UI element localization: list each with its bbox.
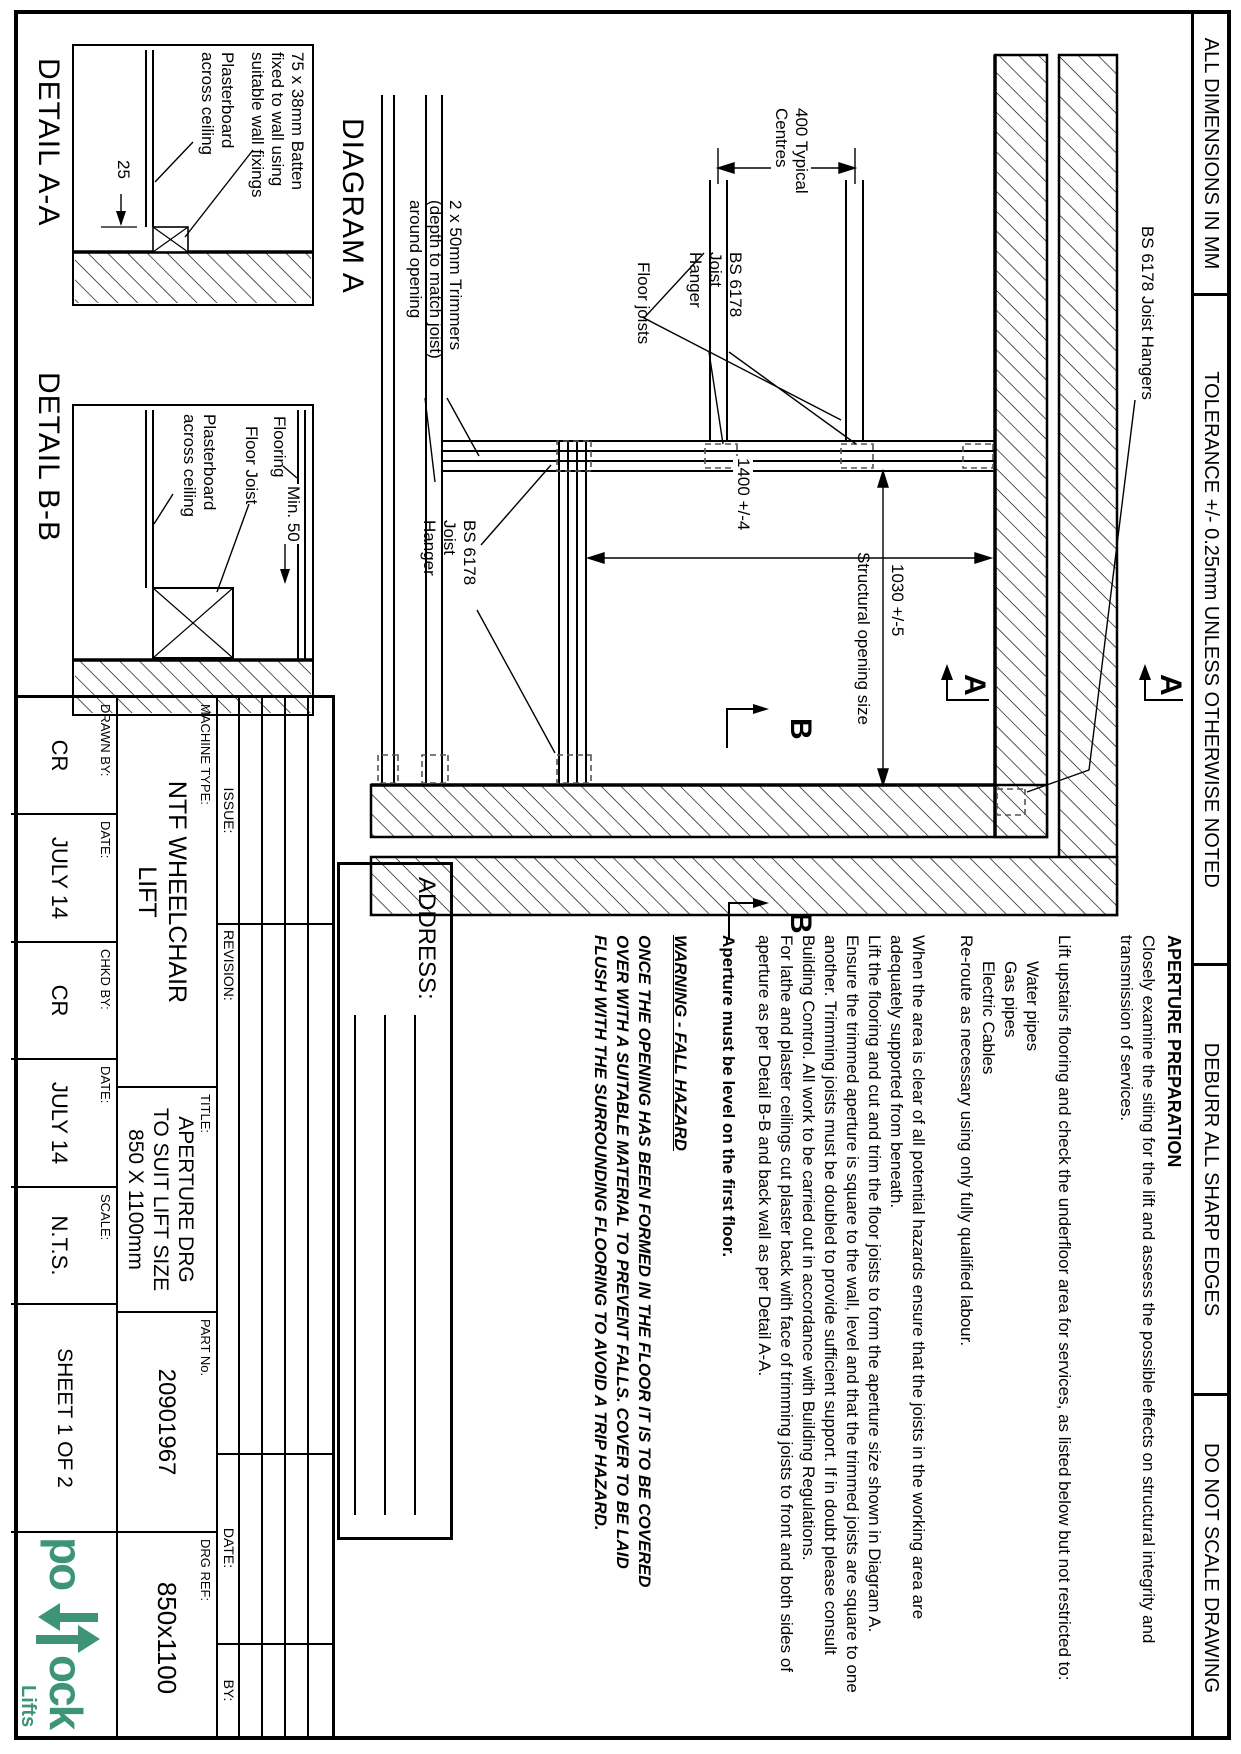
date1-label: DATE: bbox=[98, 821, 113, 859]
label-floor-joists: Floor joists bbox=[634, 262, 653, 345]
detail-a-batten-label: 75 x 38mm Batten fixed to wall using suitable wall fixings bbox=[248, 52, 307, 198]
detail-b-plasterboard-label: Plasterboard across ceiling bbox=[180, 414, 219, 517]
level-note: Aperture must be level on the first floor. bbox=[719, 935, 738, 1258]
label-trimmers: 2 x 50mm Trimmers (depth to match joist) around opening bbox=[406, 200, 465, 359]
address-line-3[interactable] bbox=[354, 1015, 356, 1515]
part-no-value: 20901967 bbox=[153, 1368, 180, 1476]
chkd-by-label: CHKD BY: bbox=[98, 949, 113, 1010]
address-line-2[interactable] bbox=[384, 1015, 386, 1515]
title-block-row-b bbox=[11, 698, 118, 1737]
logo-cell bbox=[11, 1533, 116, 1743]
notes-p1: Closely examine the siting for the lift and assess the possible effects on structural integrity and transmission of services. bbox=[1117, 935, 1158, 1644]
detail-a-plasterboard-label: Plasterboard across ceiling bbox=[198, 52, 237, 155]
notes-p5: Lift the flooring and cut and trim the floor joists to form the aperture size shown in Diagram A. bbox=[865, 935, 884, 1633]
date-col-label: DATE: bbox=[221, 1527, 237, 1569]
drawn-by-label: DRAWN BY: bbox=[98, 704, 113, 777]
drg-ref-cell bbox=[118, 1533, 216, 1743]
address-line-1[interactable] bbox=[414, 1015, 416, 1515]
detail-b-flooring-label: Flooring bbox=[270, 416, 289, 478]
notes-heading: APERTURE PREPARATION bbox=[1164, 935, 1184, 1168]
label-400-centres: 400 Typical Centres bbox=[771, 106, 811, 210]
title-label: TITLE: bbox=[198, 1094, 213, 1134]
services-list bbox=[977, 935, 1043, 1730]
machine-type-value bbox=[132, 698, 192, 1086]
title-cell bbox=[118, 1088, 216, 1313]
list-item: Electric Cables bbox=[979, 961, 998, 1075]
date1-cell bbox=[11, 815, 116, 943]
trimmer-vertical bbox=[442, 441, 995, 471]
machine-type-cell bbox=[118, 698, 216, 1088]
pollock-lifts-logo bbox=[13, 1533, 116, 1741]
address-label: ADDRESS: bbox=[413, 877, 440, 1000]
drg-ref-value: 850x1100 bbox=[152, 1581, 182, 1695]
dim-1030-label: 1030 +/-5 bbox=[888, 564, 907, 637]
section-a-letter-2: A bbox=[958, 674, 991, 696]
list-item: TO SUIT LIFT SIZE bbox=[149, 1107, 172, 1292]
detail-b-title: DETAIL B-B bbox=[32, 372, 65, 543]
logo-sub-text: Lifts bbox=[17, 1685, 39, 1728]
revision-col-line bbox=[218, 923, 332, 925]
trimming-joists bbox=[382, 95, 442, 783]
notes-p2: Lift upstairs flooring and check the underfloor area for services, as listed below but not restricted to: bbox=[1055, 935, 1074, 1681]
revision-row-line bbox=[261, 698, 263, 1737]
list-item: APERTURE DRG bbox=[174, 1116, 197, 1283]
dim-1030-note: Structural opening size bbox=[854, 552, 873, 725]
date2-label: DATE: bbox=[98, 1066, 113, 1104]
revision-row-line bbox=[284, 698, 286, 1737]
title-value bbox=[123, 1088, 198, 1311]
label-hanger-top: BS 6178 Joist Hangers bbox=[1138, 226, 1157, 400]
dim-1400 bbox=[588, 553, 991, 563]
sheet-cell bbox=[11, 1305, 116, 1533]
wall-inner-leaf bbox=[371, 55, 1047, 837]
strip-tolerance-note: TOLERANCE +/- 0.25mm UNLESS OTHERWISE NOTED bbox=[1191, 296, 1227, 966]
drg-ref-label: DRG REF: bbox=[198, 1539, 213, 1602]
machine-type-label: MACHINE TYPE: bbox=[198, 704, 213, 805]
list-item: Gas pipes bbox=[1001, 961, 1020, 1038]
section-a-letter-1: A bbox=[1154, 674, 1187, 696]
detail-b-min50-label: Min. 50 bbox=[284, 486, 303, 542]
logo-down-arrow-head bbox=[38, 1603, 60, 1631]
strip-dimensions-note: ALL DIMENSIONS IN MM bbox=[1191, 14, 1227, 296]
list-item: Water pipes bbox=[1023, 961, 1042, 1052]
list-item: NTF WHEELCHAIR bbox=[163, 780, 191, 1004]
strip-noscale-note: DO NOT SCALE DRAWING bbox=[1191, 1396, 1227, 1740]
by-col-label: BY: bbox=[221, 1679, 237, 1702]
notes-p6: Ensure the trimmed aperture is square to the wall, level and that the trimmed joists are square to one another. Trimming joists must be doubled to provide sufficient support. If in doubt please consult Building Control. All work to be carried out in accordance with Building Regulations. bbox=[799, 935, 862, 1693]
detail-b-joist-label: Floor Joist bbox=[242, 426, 261, 505]
warning-body: ONCE THE OPENING HAS BEEN FORMED IN THE FLOOR IT IS TO BE COVERED OVER WITH A SUITABLE MATERIAL TO PREVENT FALLS. COVER TO BE LAID FLUSH WITH THE SURROUNDING FLOORING TO AVOID A TRIP HAZARD. bbox=[591, 935, 654, 1588]
strip-deburr-note: DEBURR ALL SHARP EDGES bbox=[1191, 966, 1227, 1396]
date1-value: JULY 14 bbox=[47, 836, 72, 920]
issue-col-label: ISSUE: bbox=[221, 787, 237, 834]
address-box bbox=[337, 862, 453, 1540]
date2-cell bbox=[11, 1060, 116, 1188]
part-no-label: PART No. bbox=[198, 1319, 213, 1377]
scale-label: SCALE: bbox=[98, 1194, 113, 1241]
logo-text-po: po bbox=[40, 1537, 92, 1590]
title-block bbox=[14, 695, 335, 1740]
revision-col-label: REVISION: bbox=[221, 930, 237, 1001]
chkd-by-value: CR bbox=[47, 984, 72, 1017]
drawn-by-value: CR bbox=[47, 739, 72, 772]
list-item: LIFT bbox=[133, 866, 161, 918]
notes-p7: For lathe and plaster ceilings cut plaster back with face of trimming joists to front and both sides of aperture as per Detail B-B and back wall as per Detail A-A. bbox=[755, 935, 796, 1673]
scale-cell bbox=[11, 1188, 116, 1305]
part-no-cell bbox=[118, 1313, 216, 1533]
list-item: 850 X 1100mm bbox=[124, 1129, 147, 1270]
label-hanger-mid: BS 6178 Joist Hanger bbox=[686, 252, 745, 318]
joist-hangers bbox=[378, 441, 1025, 815]
diagram-a-title: DIAGRAM A bbox=[336, 118, 369, 294]
dim-1400-label: 1400 +/-4 bbox=[734, 458, 753, 531]
logo-down-arrow-shaft bbox=[56, 1613, 98, 1622]
label-hanger-bottom: BS 6178 Joist Hanger bbox=[420, 520, 479, 586]
logo-up-arrow-shaft bbox=[36, 1635, 78, 1644]
aperture-preparation-notes bbox=[589, 935, 1185, 1730]
sheet-value: SHEET 1 OF 2 bbox=[53, 1348, 76, 1488]
detail-a-dim-25: 25 bbox=[114, 160, 133, 179]
revision-row-line bbox=[238, 698, 240, 1737]
revision-row-line bbox=[307, 698, 309, 1737]
detail-a-title: DETAIL A-A bbox=[32, 58, 65, 227]
warning-heading: WARNING - FALL HAZARD bbox=[671, 935, 690, 1151]
title-block-row-a bbox=[118, 698, 216, 1737]
notes-p3: Re-route as necessary using only fully qualified labour. bbox=[957, 935, 976, 1347]
revision-table bbox=[216, 698, 332, 1737]
logo-up-arrow-head bbox=[78, 1625, 100, 1653]
section-b-letter-1: B bbox=[784, 718, 817, 740]
notes-p4: When the area is clear of all potential hazards ensure that the joists in the working area are adequately supported from beneath. bbox=[887, 935, 928, 1620]
date2-value: JULY 14 bbox=[47, 1081, 72, 1165]
scale-value: N.T.S. bbox=[47, 1215, 72, 1276]
logo-text-ock: ock bbox=[40, 1655, 92, 1729]
section-b-letter-2: B bbox=[784, 912, 817, 934]
drawn-by-cell bbox=[11, 698, 116, 815]
trimmer-horizontal bbox=[559, 441, 586, 785]
chkd-by-cell bbox=[11, 943, 116, 1060]
